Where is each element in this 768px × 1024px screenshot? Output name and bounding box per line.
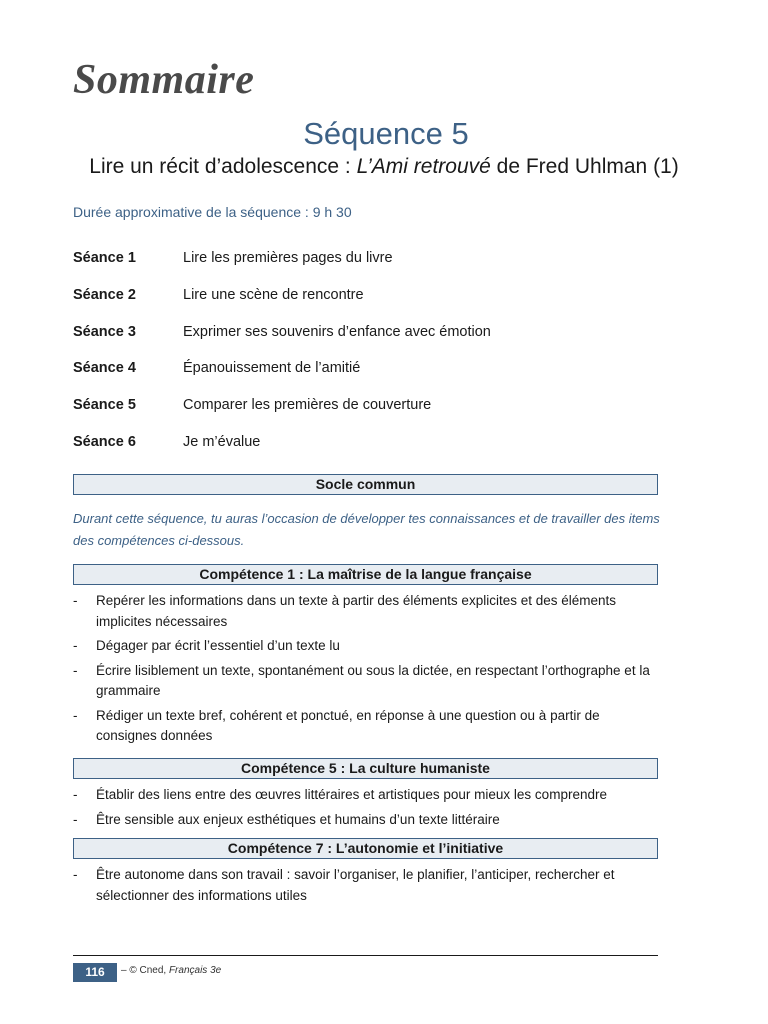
- competence-5-list: [73, 785, 663, 834]
- seance-number: Séance 2: [73, 286, 136, 303]
- seance-number: Séance 4: [73, 360, 136, 377]
- sequence-subtitle: [0, 155, 768, 179]
- list-item: [73, 810, 663, 831]
- item-text: Être autonome dans son travail : savoir l’organiser, le planifier, l’anticiper, rechercher et sélectionner des informations utiles: [96, 867, 615, 903]
- competence-7-heading: Compétence 7 : L’autonomie et l’initiative: [73, 838, 658, 859]
- seance-title: Lire une scène de rencontre: [183, 286, 364, 303]
- list-item: [73, 706, 663, 747]
- item-text: Être sensible aux enjeux esthétiques et humains d’un texte littéraire: [96, 811, 500, 827]
- bullet-dash: -: [73, 707, 78, 723]
- footer-credit: [121, 965, 221, 976]
- item-text: Écrire lisiblement un texte, spontanément ou sous la dictée, en respectant l’orthographe et la grammaire: [96, 662, 650, 698]
- list-item: [73, 636, 663, 657]
- bullet-dash: -: [73, 638, 78, 653]
- subtitle-end: de Fred Uhlman (1): [490, 155, 679, 178]
- page-title: Sommaire: [73, 57, 255, 103]
- bullet-dash: -: [73, 867, 78, 882]
- item-text: Rédiger un texte bref, cohérent et ponctué, en réponse à une question ou à partir de consignes données: [96, 707, 600, 743]
- competence-7-list: [73, 865, 663, 910]
- item-text: Établir des liens entre des œuvres littéraires et artistiques pour mieux les comprendre: [96, 787, 607, 802]
- book-title: L’Ami retrouvé: [356, 155, 491, 178]
- bullet-dash: -: [73, 593, 78, 608]
- competence-5-heading: Compétence 5 : La culture humaniste: [73, 758, 658, 779]
- footer-copyright: – © Cned,: [121, 965, 169, 976]
- footer-divider: [73, 955, 658, 956]
- item-text: Dégager par écrit l’essentiel d’un texte lu: [96, 638, 340, 653]
- bullet-dash: -: [73, 662, 78, 678]
- list-item: [73, 785, 663, 806]
- seance-list: [73, 250, 663, 471]
- sequence-title: Séquence 5: [303, 116, 469, 151]
- socle-intro: Durant cette séquence, tu auras l’occasion de développer tes connaissances et de travailler des items des compétences ci-dessous.: [73, 511, 660, 548]
- seance-title: Lire les premières pages du livre: [183, 250, 393, 266]
- list-item: [73, 661, 663, 702]
- page-number: 116: [73, 963, 117, 982]
- seance-row: [73, 360, 663, 397]
- sequence-duration: Durée approximative de la séquence : 9 h 30: [73, 204, 352, 220]
- subtitle-start: Lire un récit d’adolescence :: [89, 155, 357, 178]
- seance-number: Séance 3: [73, 323, 136, 340]
- list-item: [73, 591, 663, 632]
- item-text: Repérer les informations dans un texte à partir des éléments explicites et des éléments implicites nécessaires: [96, 593, 617, 629]
- seance-number: Séance 1: [73, 250, 136, 266]
- footer-course: Français 3e: [168, 965, 222, 976]
- socle-heading: Socle commun: [73, 474, 658, 495]
- list-item: [73, 865, 663, 906]
- seance-title: Je m’évalue: [183, 433, 261, 450]
- bullet-dash: -: [73, 787, 78, 802]
- seance-title: Comparer les premières de couverture: [183, 397, 432, 414]
- bullet-dash: -: [73, 811, 78, 827]
- seance-title: Exprimer ses souvenirs d’enfance avec émotion: [183, 323, 491, 340]
- seance-number: Séance 6: [73, 433, 136, 450]
- seance-row: [73, 287, 663, 324]
- seance-title: Épanouissement de l’amitié: [183, 360, 361, 377]
- seance-row: [73, 397, 663, 434]
- seance-row: [73, 324, 663, 361]
- seance-row: [73, 250, 663, 287]
- seance-number: Séance 5: [73, 397, 136, 414]
- seance-row: [73, 434, 663, 471]
- competence-1-heading: Compétence 1 : La maîtrise de la langue française: [73, 564, 658, 585]
- competence-1-list: [73, 591, 663, 751]
